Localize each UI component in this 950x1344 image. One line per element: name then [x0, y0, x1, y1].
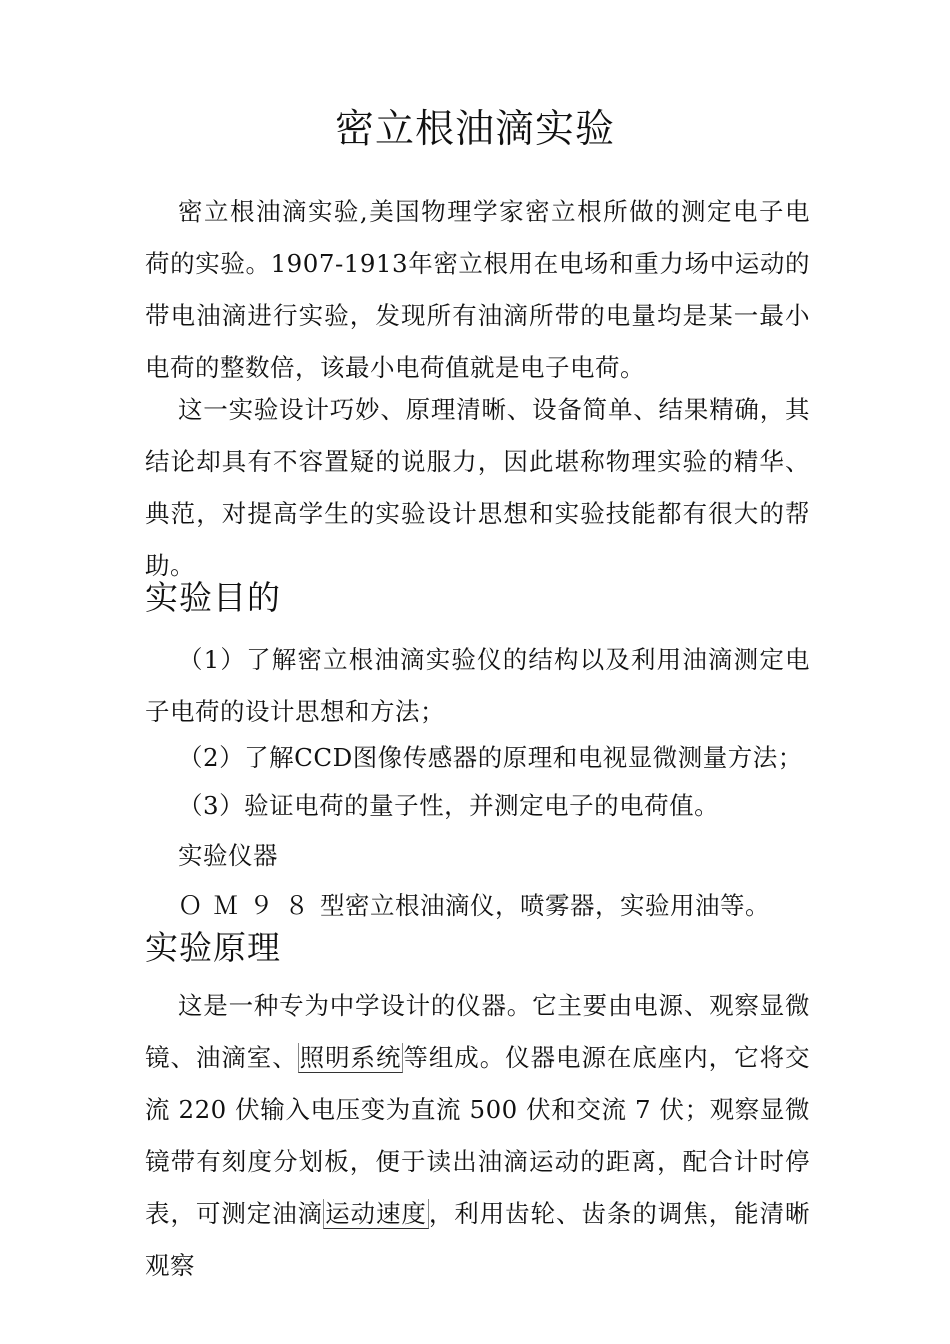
section-heading-principle: 实验原理: [145, 928, 281, 967]
purpose-item-3: （3）验证电荷的量子性，并测定电子的电荷值。: [178, 791, 720, 820]
equipment-line: [178, 880, 770, 932]
intro-paragraph-2: 这一实验设计巧妙、原理清晰、设备简单、结果精确，其结论却具有不容置疑的说服力，因此堪称物理实验的精华、典范，对提高学生的实验设计思想和实验技能都有很大的帮助。: [145, 395, 810, 580]
purpose-item-1: （1）了解密立根油滴实验仪的结构以及利用油滴测定电子电荷的设计思想和方法；: [145, 645, 810, 726]
equipment-heading: 实验仪器: [178, 841, 278, 870]
motion-speed-link[interactable]: 运动速度: [325, 1199, 427, 1228]
principle-text-1: 这是一种专为中学设计的仪器。它主要由电源、观察显微镜、油滴室、: [145, 991, 810, 1072]
principle-paragraph: [145, 980, 810, 1292]
equipment-text: 型密立根油滴仪，喷雾器，实验用油等。: [320, 891, 770, 920]
purpose-item-2: （2）了解CCD图像传感器的原理和电视显微测量方法；: [178, 743, 803, 772]
lighting-system-link[interactable]: 照明系统: [299, 1043, 402, 1072]
intro-paragraph-1: 密立根油滴实验,美国物理学家密立根所做的测定电子电荷的实验。1907-1913年密立根用在电场和重力场中运动的带电油滴进行实验，发现所有油滴所带的电量均是某一最小电荷的整数倍，该最小电荷值就是电子电荷。: [145, 197, 810, 382]
equipment-model: ＯＭ９８: [178, 891, 320, 920]
section-heading-purpose: 实验目的: [145, 578, 281, 617]
principle-text-3: ，利用齿轮、齿条的调焦，能清晰观察: [145, 1199, 811, 1280]
page-title: 密立根油滴实验: [334, 107, 615, 152]
principle-text-2: 等组成。仪器电源在底座内，它将交流 220 伏输入电压变为直流 500 伏和交流 7 伏；观察显微镜带有刻度分划板，便于读出油滴运动的距离，配合计时停表，可测定油滴: [145, 1043, 811, 1228]
